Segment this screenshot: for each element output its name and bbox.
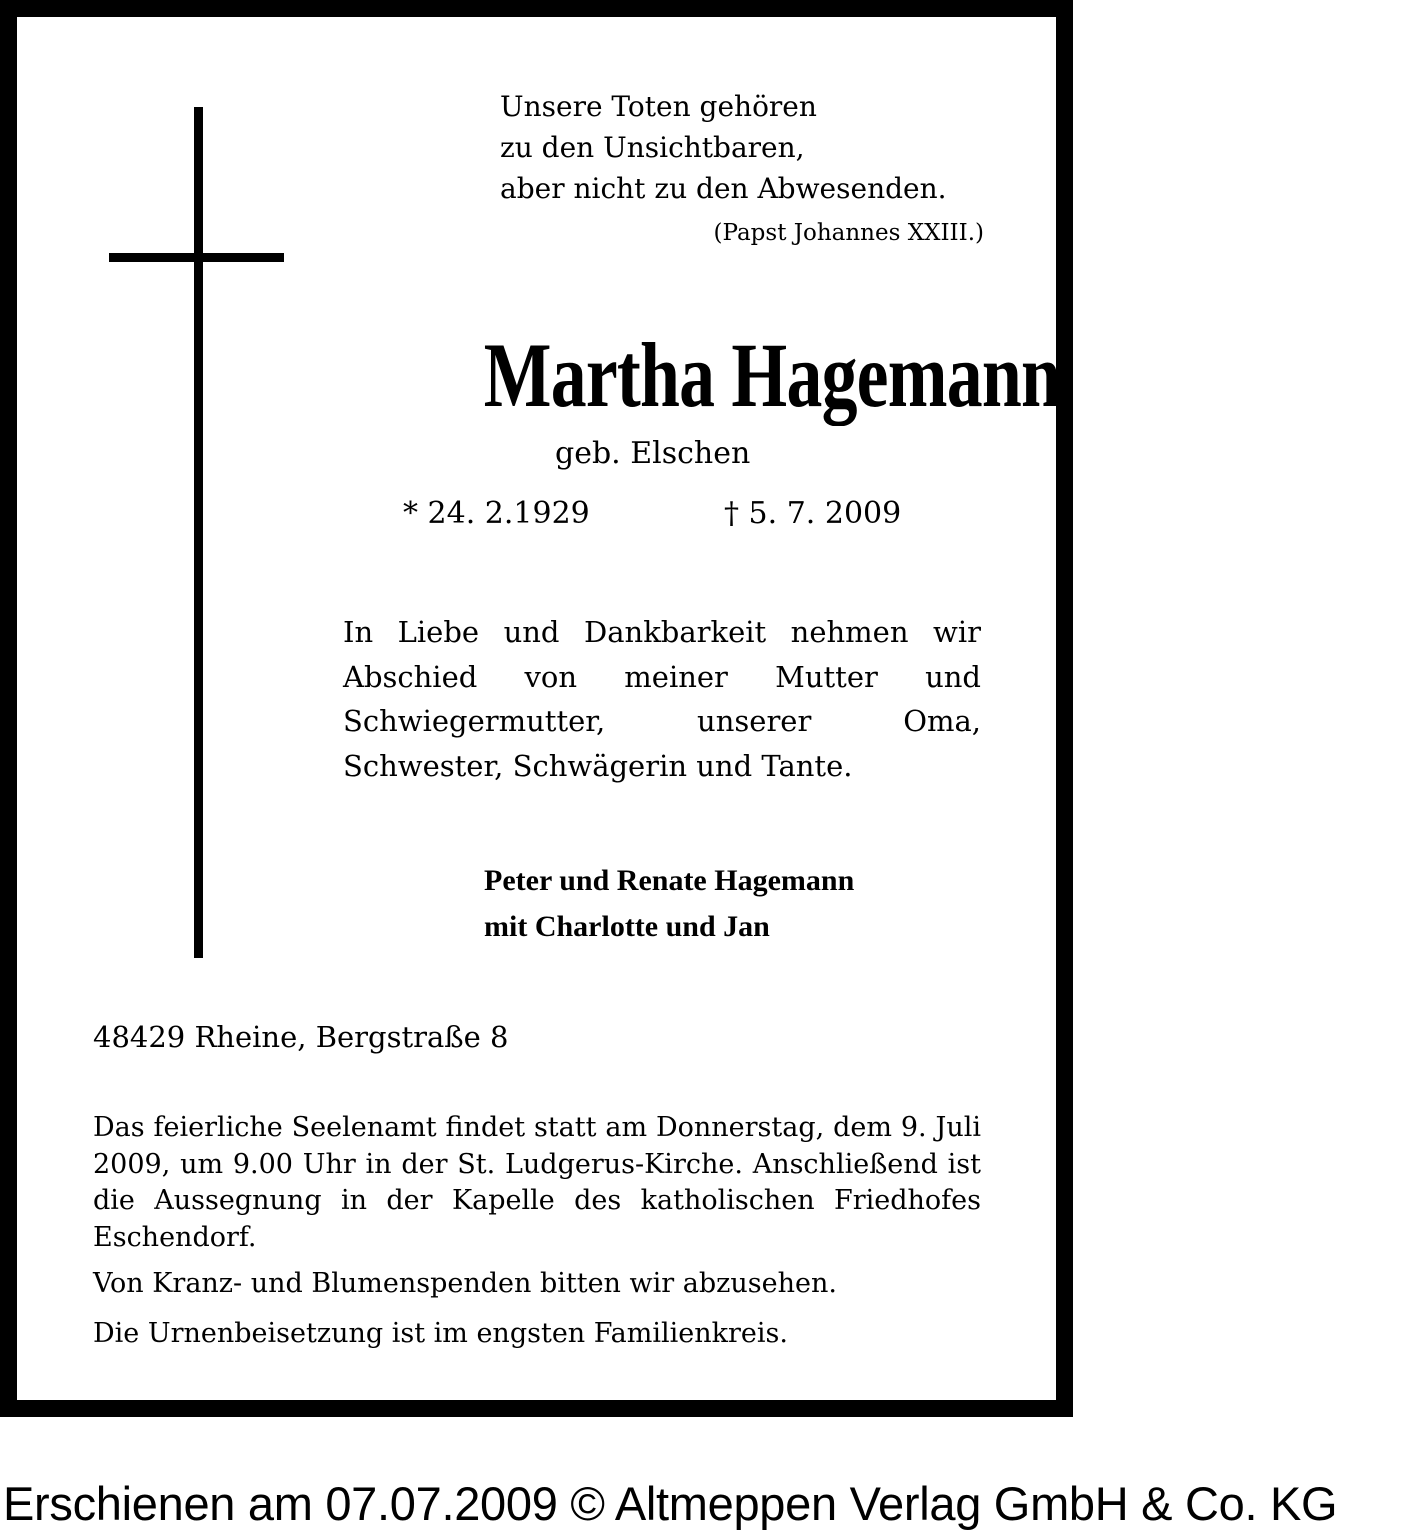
mourner-line: mit Charlotte und Jan (484, 910, 770, 943)
deceased-name: Martha Hagemann (483, 324, 1061, 426)
maiden-name: geb. Elschen (555, 436, 751, 471)
memorial-quote (500, 86, 947, 209)
quote-author: (Papst Johannes XXIII.) (713, 220, 984, 246)
cross-icon-horizontal (109, 253, 284, 262)
farewell-text: In Liebe und Dankbarkeit nehmen wir Abschied von meiner Mutter und Schwiegermutter, unserer Oma, Schwester, Schwägerin und Tante. (343, 615, 981, 783)
burial-note: Die Urnenbeisetzung ist im engsten Familienkreis. (93, 1318, 788, 1349)
birth-date: * 24. 2.1929 (403, 496, 590, 531)
family-address: 48429 Rheine, Bergstraße 8 (93, 1020, 509, 1054)
quote-line: zu den Unsichtbaren, (500, 131, 805, 164)
quote-line: Unsere Toten gehören (500, 90, 817, 123)
mourners (484, 858, 854, 950)
death-date: † 5. 7. 2009 (724, 496, 902, 531)
cross-icon-vertical (194, 107, 203, 958)
service-info: Das feierliche Seelenamt findet statt am Donnerstag, dem 9. Juli 2009, um 9.00 Uhr in der St. Ludgerus-Kirche. Anschließend ist die Aussegnung in der Kapelle des katholischen Friedhofes Eschendorf. (93, 1112, 981, 1253)
mourner-line: Peter und Renate Hagemann (484, 864, 855, 897)
flower-note: Von Kranz- und Blumenspenden bitten wir abzusehen. (93, 1268, 837, 1299)
quote-line: aber nicht zu den Abwesenden. (500, 172, 947, 205)
publication-footer: Erschienen am 07.07.2009 © Altmeppen Verlag GmbH & Co. KG (3, 1477, 1338, 1530)
